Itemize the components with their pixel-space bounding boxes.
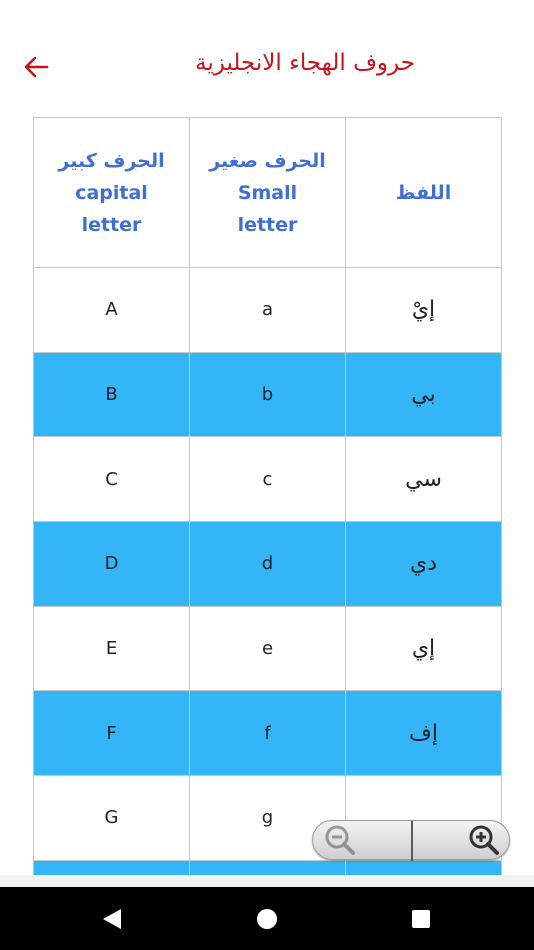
capital-letter-cell <box>34 860 190 875</box>
zoom-out-icon <box>323 823 357 857</box>
small-letter-cell: d <box>190 522 346 607</box>
small-letter-cell: e <box>190 606 346 691</box>
small-letter-cell: f <box>190 691 346 776</box>
arrow-left-icon <box>23 56 49 78</box>
pronunciation-cell: إي <box>346 606 502 691</box>
nav-back-button[interactable] <box>95 902 129 936</box>
zoom-in-icon <box>467 823 501 857</box>
pronunciation-cell: إف <box>346 691 502 776</box>
pronunciation-cell: بي <box>346 352 502 437</box>
capital-letter-cell: E <box>34 606 190 691</box>
capital-letter-cell: B <box>34 352 190 437</box>
pronunciation-cell: سي <box>346 437 502 522</box>
status-bar <box>0 0 534 10</box>
small-letter-cell: g <box>190 776 346 861</box>
system-nav-bar <box>0 887 534 950</box>
small-letter-cell: a <box>190 268 346 353</box>
capital-letter-cell: C <box>34 437 190 522</box>
capital-letter-cell: G <box>34 776 190 861</box>
zoom-control <box>312 820 510 860</box>
capital-letter-cell: D <box>34 522 190 607</box>
small-letter-cell: c <box>190 437 346 522</box>
table-row <box>34 691 502 776</box>
table-row <box>34 352 502 437</box>
app-bar <box>0 10 534 110</box>
page-title: حروف الهجاء الانجليزية <box>195 50 415 76</box>
nav-home-button[interactable] <box>250 902 284 936</box>
header-pronunciation: اللفظ <box>346 118 502 268</box>
pronunciation-cell <box>346 860 502 875</box>
header-small-letter: الحرف صغير Small letter <box>190 118 346 268</box>
alphabet-content[interactable] <box>0 110 534 875</box>
capital-letter-cell: A <box>34 268 190 353</box>
capital-letter-cell: F <box>34 691 190 776</box>
table-row <box>34 522 502 607</box>
table-header-row <box>34 118 502 268</box>
small-letter-cell <box>190 860 346 875</box>
header-capital-letter: الحرف كبير capital letter <box>34 118 190 268</box>
nav-recents-button[interactable] <box>404 902 438 936</box>
table-row <box>34 860 502 875</box>
table-row <box>34 606 502 691</box>
small-letter-cell: b <box>190 352 346 437</box>
circle-home-icon <box>256 908 278 930</box>
triangle-back-icon <box>101 907 123 931</box>
zoom-in-button[interactable] <box>413 821 509 859</box>
pronunciation-cell: إيْ <box>346 268 502 353</box>
alphabet-table-wrapper <box>33 117 501 875</box>
table-row <box>34 437 502 522</box>
back-button[interactable] <box>18 52 54 82</box>
square-recents-icon <box>411 909 431 929</box>
table-row <box>34 268 502 353</box>
pronunciation-cell: دي <box>346 522 502 607</box>
alphabet-table <box>33 117 502 875</box>
zoom-out-button[interactable] <box>313 821 411 859</box>
content-bottom-edge <box>0 875 534 887</box>
